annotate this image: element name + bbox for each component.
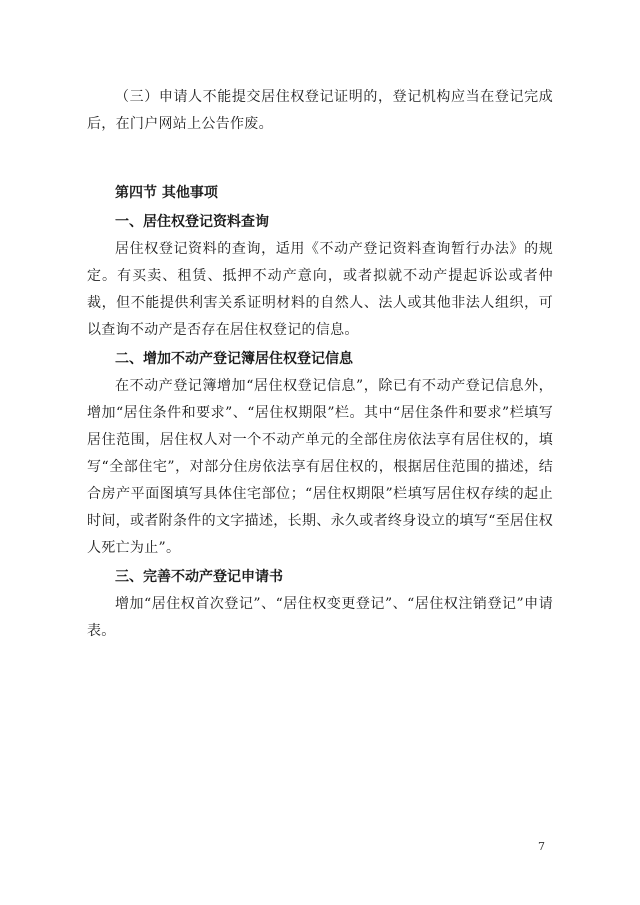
section-title: 第四节 其他事项 — [115, 185, 218, 201]
subsection-heading-query: 一、居住权登记资料查询 — [115, 214, 269, 230]
subsection-paragraph-query: 居住权登记资料的查询，适用《不动产登记资料查询暂行办法》的规定。有买卖、租赁、抵押不动产意向，或者拟就不动产提起诉讼或者仲裁，但不能提供利害关系证明材料的自然人、法人或其他非法人组织，可以查询不动产是否存在居住权登记的信息。 — [87, 241, 553, 338]
page-number: 7 — [538, 840, 545, 853]
subsection-heading-application-form: 三、完善不动产登记申请书 — [115, 569, 283, 585]
subsection-paragraph-register-info: 在不动产登记簿增加“居住权登记信息”，除已有不动产登记信息外，增加“居住条件和要求”、“居住权期限”栏。其中“居住条件和要求”栏填写居住范围，居住权人对一个不动产单元的全部住房依法享有居住权的，填写“全部住宅”，对部分住房依法享有居住权的，根据居住范围的描述，结合房产平面图填写具体住宅部位；“居住权期限”栏填写居住权存续的起止时间，或者附条件的文字描述，长期、永久或者终身设立的填写“至居住权人死亡为止”。 — [87, 378, 553, 556]
subsection-paragraph-application-form: 增加“居住权首次登记”、“居住权变更登记”、“居住权注销登记”申请表。 — [87, 596, 553, 639]
page-content — [87, 84, 553, 645]
intro-paragraph: （三）申请人不能提交居住权登记证明的，登记机构应当在登记完成后，在门户网站上公告作废。 — [87, 89, 553, 132]
subsection-heading-register-info: 二、增加不动产登记簿居住权登记信息 — [115, 351, 353, 367]
